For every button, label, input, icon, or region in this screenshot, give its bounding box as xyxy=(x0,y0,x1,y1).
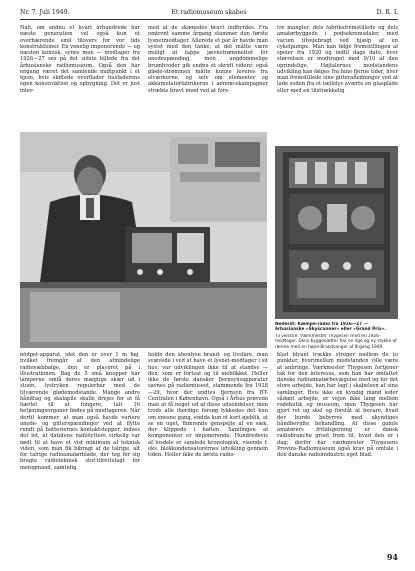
column-2-bottom: holde den åbenlyse brand- og livsfare, man svævede i ved at have et lysnet-modtager i sit hus, var udviklingen ikke til at standse — den, som er fortsat og til øieblikket. Heller ikke de første dansker fjernsynsapparater savnes på radiomuseet, stammende fra 1928—29, hvor der undtes fjernsyn fra BT-Centralen i København. Også i Århus prøvede man at få noget ud af disse udsendelser, men trods alle iherdige forsøg lykkedes det kun om enesne gang, endda kun et kort øjeblik, at se en uget, flimrende genspejle af en sæk, der klippede i haften. Samlingen af komponenter er imponerende. Hundredevis af losdele er samlede kronologisk, visende f. eks. blokkondensatorernes udvikling gennem tiden. Heller ikke de første radio- xyxy=(148,352,268,458)
photo-giant-radio xyxy=(275,146,398,319)
column-2-top: med at de skænedes bravt indbyrdes. Fra omtrent samme årgang stammer den første lysnetmodtager. Allerede et par år havde man syslet med den tanke, at det måtte være muligt at tappe jævnstrømsnettet for anodespænding, men ungdommelige brumhvoder gik endnu et skridt videre: også gløde-strømmen måtte kunne leveres fra elværkerne, og selv om elementer og akkumulatorfabrikerne i annoncekampagner stræbte bravt imod ved at fore- xyxy=(148,25,268,94)
column-3-bottom: blad blyant trække streger mellem de to punkter, hvorimellem modstanden ville være at anbringe. Værkmester Thygesen fortjener tak for den interesse, som han har omfattet danske radioamatørbevægelse med og for det store arbejde, han har lagt i skabelsen af sine samlinger. Hvis ikke en kyndig mand leder sådant arbejde, er vejen ikke lang mellem rodebutik og museum, men Thygesen har gjort ret og skel og forståt at bevare, hvad der burde bebyrres med ukyndiges håndbevidte behandling. Af disse gamle amatørers fritidsgerning er dansk radiobranche groet frem til, hvad den er i dag; derfor har værkmester Thygesens Provins-Radiomuseum også krav på omtale i den danske radioindustris eget blad. xyxy=(277,352,398,458)
photo-man-with-radio xyxy=(20,132,267,348)
caption-left-photo: Til venstre: Værkmester Thygesen med en 1926-modtager. Dens byggesætter har en lige og ny stykke af rørene med en højre-Brandsanger af årgang 1949. xyxy=(275,334,397,350)
issue-label: Nr. 7. Juli 1949. xyxy=(20,9,70,16)
column-3-top: tre mangler, dels fabriksfremstillede og dels amatørbyggede i podsekremsdaler, med vacum tilvejebragt ved hjælp af en cykelpumpe. Man kan følge fremstillingen af spoler fra 1920 og indtil dags dato, hvor størrelsen er modtraget med 9/10 af den oprindelige. Højtalernes modstandens udvikling kan følges fra hine fjerne tider, hvor man fremstillede sine gitterafledninger ved at lade soden fra et tællelys aværte en glasplade eller med en tilstrækkelig xyxy=(277,25,398,94)
journal-label: D. R. L xyxy=(376,9,398,16)
column-1-bottom: nödget-apparat, idet den er over 1 m høj, hvilket fremgår af den afmindelige radiovæbbalge, den er placeret på i illustrationen. Bag de 5 små knopper har lamperne omfå deres mægtige skær ud i stuen, lystryken regulerbar med de tilværende glødemodstande. Mange andre håndtag og skalapile skulle drejes for at få hærlet til at fungere, talt 16 betjeningsorganer findes på modtageren. Når dertil kommer, at man også havde variere anode- og gitterspændinger ved at flytte rundt på batteriernes kontaktstepper, indses det let, at datidens radiolyttere virkelig var nødt til at have et vist minimum af teknisk viden, som man fik bibragt af de talrige, alt for talrige radioamatørblade, der tog for sig bragte radioteknisk stof-tilrettelagt for menigmand, samtidig xyxy=(20,352,140,471)
article-title-header: Et radiomuseum skabes xyxy=(171,9,247,16)
column-1-top: Nåh, om endnu et kvart århundrede har næste generation vel også kun et overbærende smil tilovers for vor tids konstruktioner. En venelig imponerende — og næsten komisk, synes man — modtager fra 1926—27 ses på det sidste billede fra det århusianske radiomuseum. Også den har engang været det samlende midtpunkt i et hjem, hvis skiftede overflader husfaderens egen konstruktion og opbygning. Det er just inter- xyxy=(20,25,140,94)
page-number: 94 xyxy=(386,552,398,562)
caption-bottom-photo: Nederst: Kæmpe-radio fra 1926—27 — århusianske »Skyscanner« eller »Grand Prix«. xyxy=(275,322,387,332)
header-rule xyxy=(20,19,398,20)
